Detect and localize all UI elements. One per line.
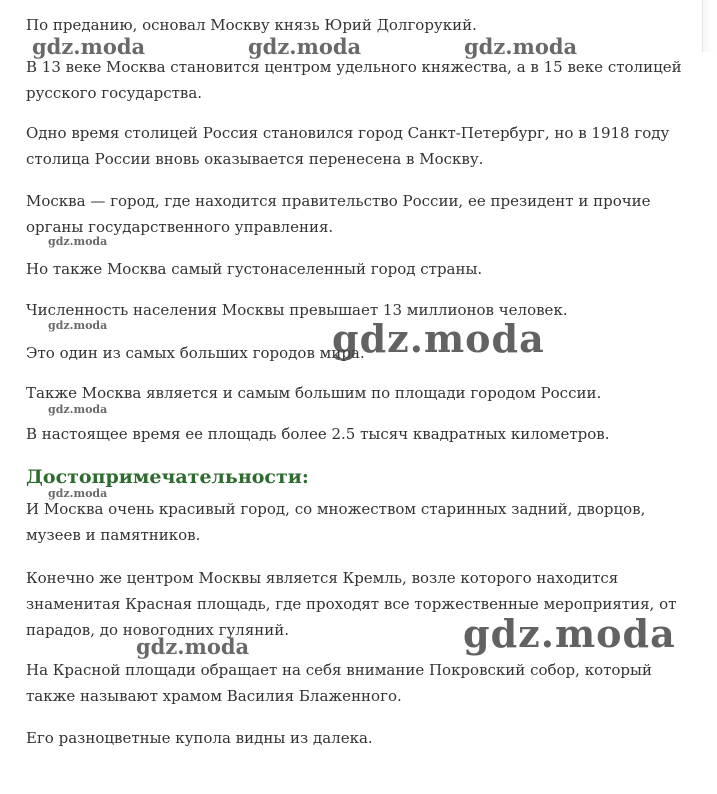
watermark-text: gdz.moda: [248, 34, 362, 59]
paragraph-government: Москва — город, где находится правительство России, ее президент и прочие органы государственного управления.: [26, 192, 651, 236]
paragraph-area-size: В настоящее время ее площадь более 2.5 тысяч квадратных километров.: [26, 425, 610, 443]
paragraph-saint-petersburg: Одно время столицей Россия становился город Санкт-Петербург, но в 1918 году столица России вновь оказывается перенесена в Москву.: [26, 124, 670, 168]
watermark-text: gdz.moda: [48, 235, 108, 248]
watermark-text: gdz.moda: [48, 319, 108, 332]
paragraph-domes: Его разноцветные купола видны из далека.: [26, 729, 373, 747]
paragraph-13th-century: В 13 веке Москва становится центром удельного княжества, а в 15 веке столицей русского государства.: [26, 58, 682, 102]
watermark-text: gdz.moda: [48, 403, 108, 416]
watermark-text: gdz.moda: [464, 34, 578, 59]
watermark-text: gdz.moda: [463, 611, 676, 656]
paragraph-pokrovsky-cathedral: На Красной площади обращает на себя внимание Покровский собор, который также называют храмом Василия Блаженного.: [26, 661, 652, 705]
watermark-text: gdz.moda: [32, 34, 146, 59]
paragraph-population-density: Но также Москва самый густонаселенный город страны.: [26, 260, 483, 278]
section-heading-sights: Достопримечательности:: [26, 466, 309, 488]
watermark-text: gdz.moda: [48, 487, 108, 500]
paragraph-kremlin: Конечно же центром Москвы является Кремль, возле которого находится знаменитая Красная площадь, где проходят все торжественные мероприятия, от парадов, до новогодних гуляний.: [26, 569, 677, 639]
paragraph-beautiful-city: И Москва очень красивый город, со множеством старинных задний, дворцов, музеев и памятников.: [26, 500, 646, 544]
watermark-text: gdz.moda: [332, 316, 545, 361]
paragraph-founding: По преданию, основал Москву князь Юрий Долгорукий.: [26, 16, 477, 34]
paragraph-largest-cities: Это один из самых больших городов мира.: [26, 344, 365, 362]
watermark-text: gdz.moda: [136, 634, 250, 659]
scrollbar-edge[interactable]: [702, 0, 717, 52]
paragraph-largest-area: Также Москва является и самым большим по площади городом России.: [26, 384, 602, 402]
paragraph-population-count: Численность населения Москвы превышает 13 миллионов человек.: [26, 301, 568, 319]
